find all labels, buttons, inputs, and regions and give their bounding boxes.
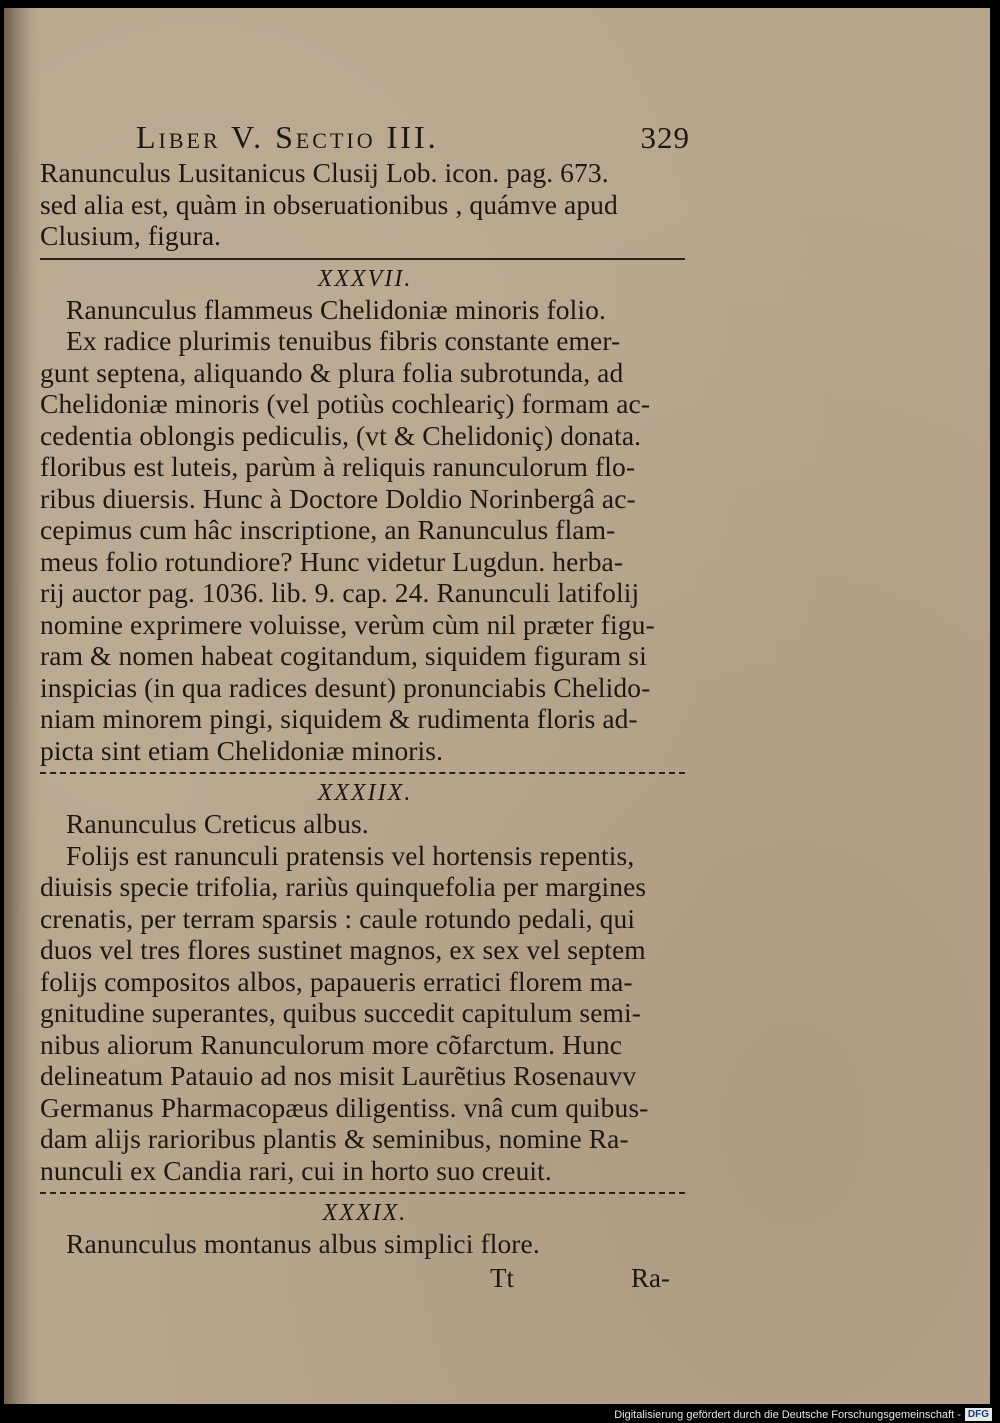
section-divider [40, 258, 685, 260]
text-line: nunculi ex Candia rari, cui in horto suo creuit. [40, 1154, 552, 1186]
section-numeral: XXXIX. [322, 1200, 408, 1226]
section-title: Ranunculus montanus albus simplici flore. [66, 1228, 540, 1259]
text-line: Chelidoniæ minoris (vel potiùs cochleariç) formam ac- [40, 388, 651, 419]
text-line: cepimus cum hâc inscriptione, an Ranunculus flam- [40, 514, 616, 545]
text-line: dam alijs rarioribus plantis & seminibus, nomine Ra- [40, 1123, 629, 1154]
catchword: Ra- [631, 1262, 670, 1293]
text-line: delineatum Patauio ad nos misit Laurẽtius Rosenauvv [40, 1060, 637, 1091]
text-line: duos vel tres flores sustinet magnos, ex sex vel septem [40, 934, 646, 965]
section-xxxvii [40, 264, 690, 767]
running-head-title: Liber V. Sectio III. [136, 119, 439, 155]
section-divider [40, 772, 685, 774]
text-line: sed alia est, quàm in obseruationibus , quámve apud [40, 188, 618, 220]
signature-mark: Tt [490, 1262, 514, 1293]
text-line: rij auctor pag. 1036. lib. 9. cap. 24. Ranunculi latifolij [40, 577, 640, 608]
text-line: ribus diuersis. Hunc à Doctore Doldio Norinbergâ ac- [40, 482, 636, 514]
section-title: Ranunculus flammeus Chelidoniæ minoris folio. [66, 293, 606, 325]
running-header [40, 118, 690, 157]
text-line: Ranunculus Lusitanicus Clusij Lob. icon. pag. 673. [40, 157, 609, 188]
text-line: gnitudine superantes, quibus succedit capitulum semi- [40, 997, 642, 1028]
catchline [40, 1262, 670, 1294]
dfg-logo: DFG [965, 1408, 992, 1421]
text-line: nomine exprimere voluisse, verùm cùm nil præter figu- [40, 608, 655, 640]
credit-text: Digitalisierung gefördert durch die Deutsche Forschungsgemeinschaft - [614, 1408, 961, 1421]
text-line: Ex radice plurimis tenuibus fibris constante emer- [66, 325, 621, 356]
page-number: 329 [640, 120, 690, 155]
text-line: nibus aliorum Ranunculorum more cõfarctum. Hunc [40, 1028, 623, 1060]
text-line: folijs compositos albos, papaueris erratici florem ma- [40, 965, 633, 997]
text-line: inspicias (in qua radices desunt) pronunciabis Chelido- [40, 671, 651, 703]
section-numeral: XXXVII. [317, 265, 413, 292]
text-line: picta sint etiam Chelidoniæ minoris. [40, 734, 444, 766]
section-numeral: XXXIIX. [317, 780, 413, 806]
text-line: diuisis specie trifolia, rariùs quinquefolia per margines [40, 871, 647, 902]
page-gutter [4, 8, 30, 1404]
book-page [4, 8, 990, 1404]
section-xxxiix [40, 778, 690, 1186]
text-line: meus folio rotundiore? Hunc videtur Lugdun. herba- [40, 545, 624, 577]
section-xxxix [40, 1198, 690, 1260]
text-line: Folijs est ranunculi pratensis vel hortensis repentis, [66, 839, 635, 871]
digitization-credit [614, 1408, 992, 1421]
text-block [40, 118, 690, 1294]
section-divider [40, 1192, 685, 1194]
text-line: Clusium, figura. [40, 220, 222, 251]
text-line: crenatis, per terram sparsis : caule rotundo pedali, qui [40, 902, 636, 934]
text-line: ram & nomen habeat cogitandum, siquidem figuram si [40, 640, 647, 671]
section-title: Ranunculus Creticus albus. [66, 808, 369, 839]
text-line: floribus est luteis, parùm à reliquis ranunculorum flo- [40, 451, 636, 482]
intro-paragraph [40, 157, 690, 252]
text-line: Germanus Pharmacopæus diligentiss. vnâ cum quibus- [40, 1091, 649, 1123]
text-line: gunt septena, aliquando & plura folia subrotunda, ad [40, 356, 624, 388]
text-line: cedentia oblongis pediculis, (vt & Chelidoniç) donata. [40, 419, 642, 451]
text-line: niam minorem pingi, siquidem & rudimenta floris ad- [40, 703, 638, 734]
